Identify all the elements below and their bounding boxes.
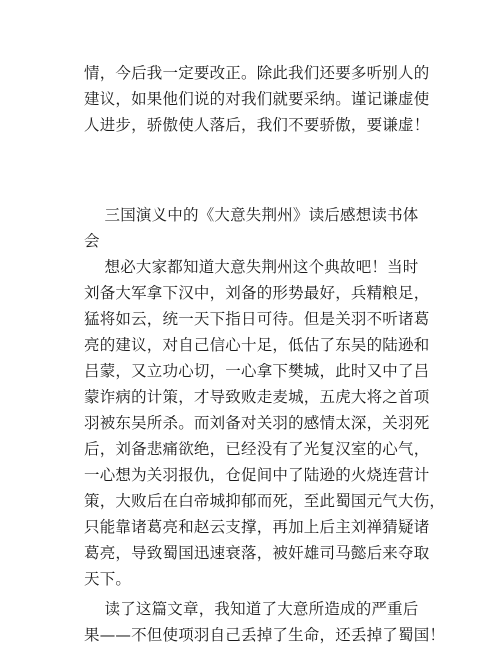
paragraph-line: 只能靠诸葛亮和赵云支撑，再加上后主刘禅猜疑诸 [84, 518, 430, 536]
title-line: 三国演义中的《大意失荆州》读后感想读书体 [84, 206, 419, 224]
paragraph-line: 吕蒙，又立功心切，一心拿下樊城，此时又中了吕 [84, 362, 430, 380]
paragraph-line: 策，大败后在白帝城抑郁而死，至此蜀国元气大伤， [84, 492, 446, 510]
paragraph-line: 一心想为关羽报仇，仓促间中了陆逊的火烧连营计 [84, 466, 430, 484]
paragraph-line: 葛亮，导致蜀国迅速衰落，被奸雄司马懿后来夺取 [84, 544, 430, 562]
paragraph-line: 猛将如云，统一天下指日可待。但是关羽不听诸葛 [84, 310, 430, 328]
paragraph-line: 果——不但使项羽自己丢掉了生命，还丢掉了蜀国！ [84, 626, 446, 644]
paragraph-line: 亮的建议，对自己信心十足，低估了东吴的陆逊和 [84, 336, 430, 354]
paragraph-line: 想必大家都知道大意失荆州这个典故吧！当时 [84, 258, 419, 276]
paragraph-line: 刘备大军拿下汉中，刘备的形势最好，兵精粮足， [84, 284, 430, 302]
paragraph-line: 天下。 [84, 570, 132, 588]
paragraph-line: 羽被东吴所杀。而刘备对关羽的感情太深，关羽死 [84, 414, 430, 432]
paragraph-line: 读了这篇文章，我知道了大意所造成的严重后 [84, 600, 419, 618]
paragraph-line: 后，刘备悲痛欲绝，已经没有了光复汉室的心气， [84, 440, 430, 458]
paragraph-line: 建议，如果他们说的对我们就要采纳。谨记谦虚使 [84, 90, 430, 108]
paragraph-line: 情，今后我一定要改正。除此我们还要多听别人的 [84, 64, 430, 82]
essay-title [84, 202, 426, 254]
body-paragraph-1 [84, 254, 446, 592]
title-line: 会 [84, 232, 100, 250]
paragraph-line: 蒙诈病的计策，才导致败走麦城，五虎大将之首项 [84, 388, 430, 406]
paragraph-line: 人进步，骄傲使人落后，我们不要骄傲，要谦虚！ [84, 116, 430, 134]
top-paragraph [84, 60, 430, 138]
body-paragraph-2 [84, 596, 446, 648]
